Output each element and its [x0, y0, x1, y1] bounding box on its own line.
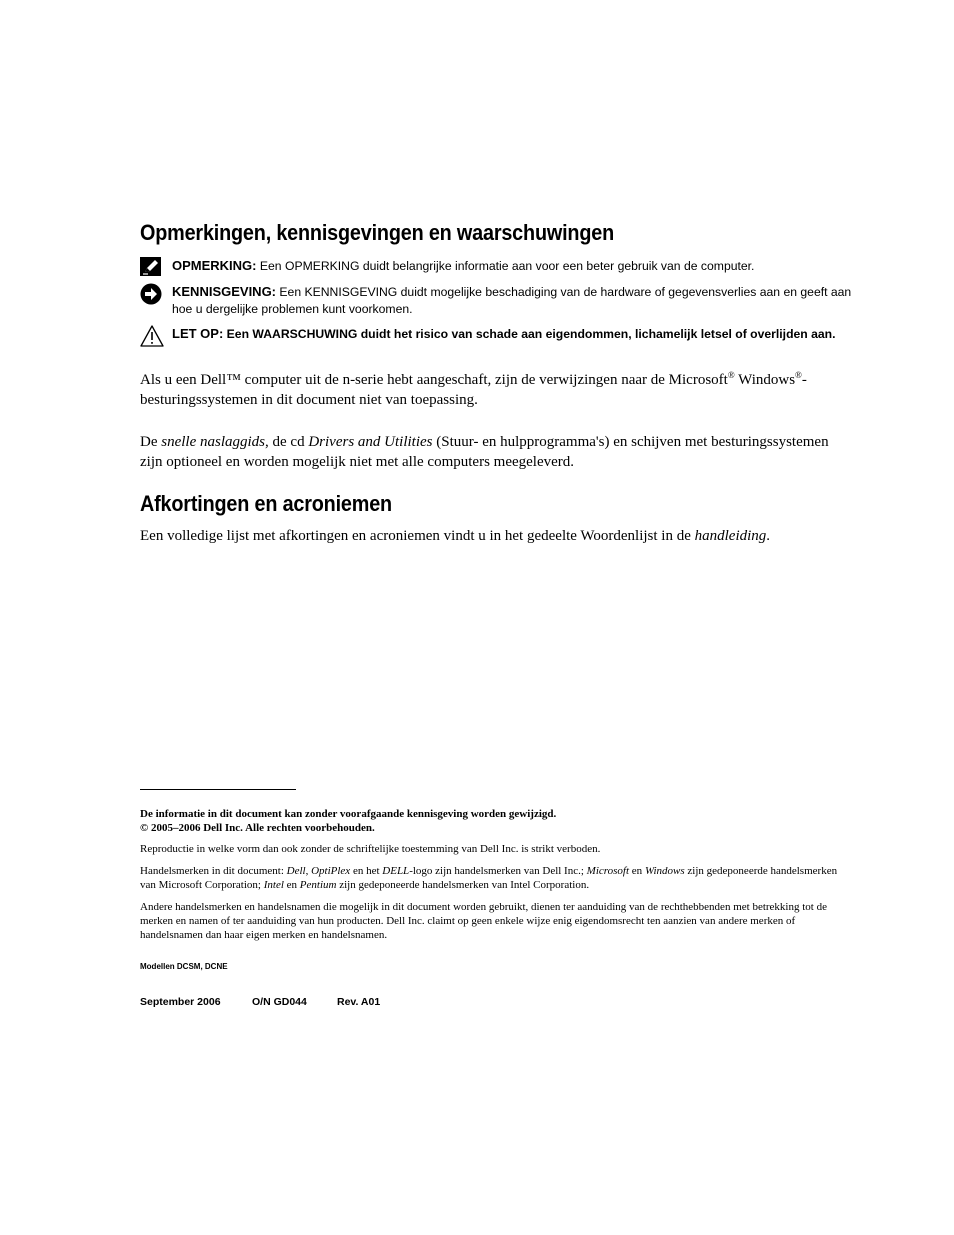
revision: Rev. A01: [337, 996, 381, 1008]
model-numbers: Modellen DCSM, DCNE: [140, 962, 228, 971]
footer-reproduction: Reproductie in welke vorm dan ook zonder de schriftelijke toestemming van Dell Inc. is strikt verboden.: [140, 843, 601, 855]
note-text: Een KENNISGEVING duidt mogelijke beschadiging van de hardware of gegevensverlies aan en geeft aan hoe u dergelijke problemen kunt voorkomen.: [172, 285, 852, 316]
paragraph-dell-n-series: [140, 371, 845, 410]
text-run: -logo zijn handelsmerken van Dell Inc.;: [409, 865, 587, 877]
text-run: -besturingssystemen in dit document niet van toepassing.: [140, 372, 807, 408]
paragraph-abbreviations: [140, 527, 845, 547]
registered-mark: ®: [727, 370, 735, 380]
footer-trademarks: [140, 864, 845, 892]
note-text: Een WAARSCHUWING duidt het risico van schade aan eigendommen, lichamelijk letsel of overlijden aan.: [226, 327, 836, 341]
text-italic: Drivers and Utilities: [308, 434, 433, 450]
note-label: OPMERKING:: [172, 258, 257, 273]
registered-mark: ®: [795, 370, 802, 380]
text-run: De: [140, 434, 162, 450]
pencil-note-icon: [140, 257, 164, 279]
trademark-name: DELL: [382, 865, 410, 877]
part-number: O/N GD044: [252, 996, 307, 1008]
notice-line: De informatie in dit document kan zonder voorafgaande kennisgeving worden gewijzigd.: [140, 808, 557, 820]
section-heading-abbreviations: Afkortingen en acroniemen: [140, 491, 392, 516]
text-run: Een volledige lijst met afkortingen en acroniemen vindt u in het gedeelte Woordenlijst in de: [140, 528, 695, 544]
trademark-name: Pentium: [299, 879, 337, 891]
section-heading-notes: Opmerkingen, kennisgevingen en waarschuwingen: [140, 220, 615, 245]
note-label: LET OP:: [172, 326, 224, 341]
copyright-line: © 2005–2006 Dell Inc. Alle rechten voorbehouden.: [140, 822, 375, 834]
text-run: en het: [350, 865, 383, 877]
paragraph-optional-media: [140, 433, 845, 472]
trademark-name: Microsoft: [586, 865, 630, 877]
text-run: ,: [305, 865, 312, 877]
publication-date: September 2006: [140, 996, 221, 1008]
text-run: .: [766, 528, 771, 544]
text-run: (Stuur- en hulpprogramma's) en schijven met besturingssystemen zijn optioneel en worden mogelijk niet met alle computers meegeleverd.: [140, 434, 829, 470]
trademark-name: Windows: [644, 865, 685, 877]
notice-arrow-icon: [140, 283, 164, 305]
text-run: Handelsmerken in dit document:: [140, 865, 287, 877]
footnote-divider: [140, 789, 296, 790]
footer-other-trademarks: Andere handelsmerken en handelsnamen die mogelijk in dit document worden gebruikt, dienen ter aanduiding van de rechthebbenden met betrekking tot de merken en namen of ter aanduiding van hun producten. Dell Inc. claimt op geen enkele wijze enig eigendomsrecht ten aanzien van andere merken of handelsnamen dan haar eigen merken en handelsnamen.: [140, 901, 827, 941]
trademark-name: Intel: [263, 879, 284, 891]
text-run: Als u een Dell™ computer uit de n-serie hebt aangeschaft, zijn de verwijzingen naar de Microsoft: [140, 372, 728, 388]
footer-notice: [140, 807, 845, 835]
text-run: en: [629, 865, 645, 877]
text-run: , de cd: [265, 434, 309, 450]
warning-triangle-icon: [140, 325, 164, 347]
text-run: zijn gedeponeerde handelsmerken van Intel Corporation.: [336, 879, 590, 891]
note-label: KENNISGEVING:: [172, 284, 277, 299]
text-run: en: [283, 879, 300, 891]
text-italic: handleiding: [694, 528, 767, 544]
text-run: Windows: [734, 372, 796, 388]
text-run: zijn gedeponeerde handelsmerken van Microsoft Corporation;: [140, 865, 838, 891]
trademark-name: Dell: [286, 865, 306, 877]
trademark-name: OptiPlex: [311, 865, 351, 877]
text-italic: snelle naslaggids: [161, 434, 265, 450]
note-text: Een OPMERKING duidt belangrijke informatie aan voor een beter gebruik van de computer.: [259, 259, 755, 273]
